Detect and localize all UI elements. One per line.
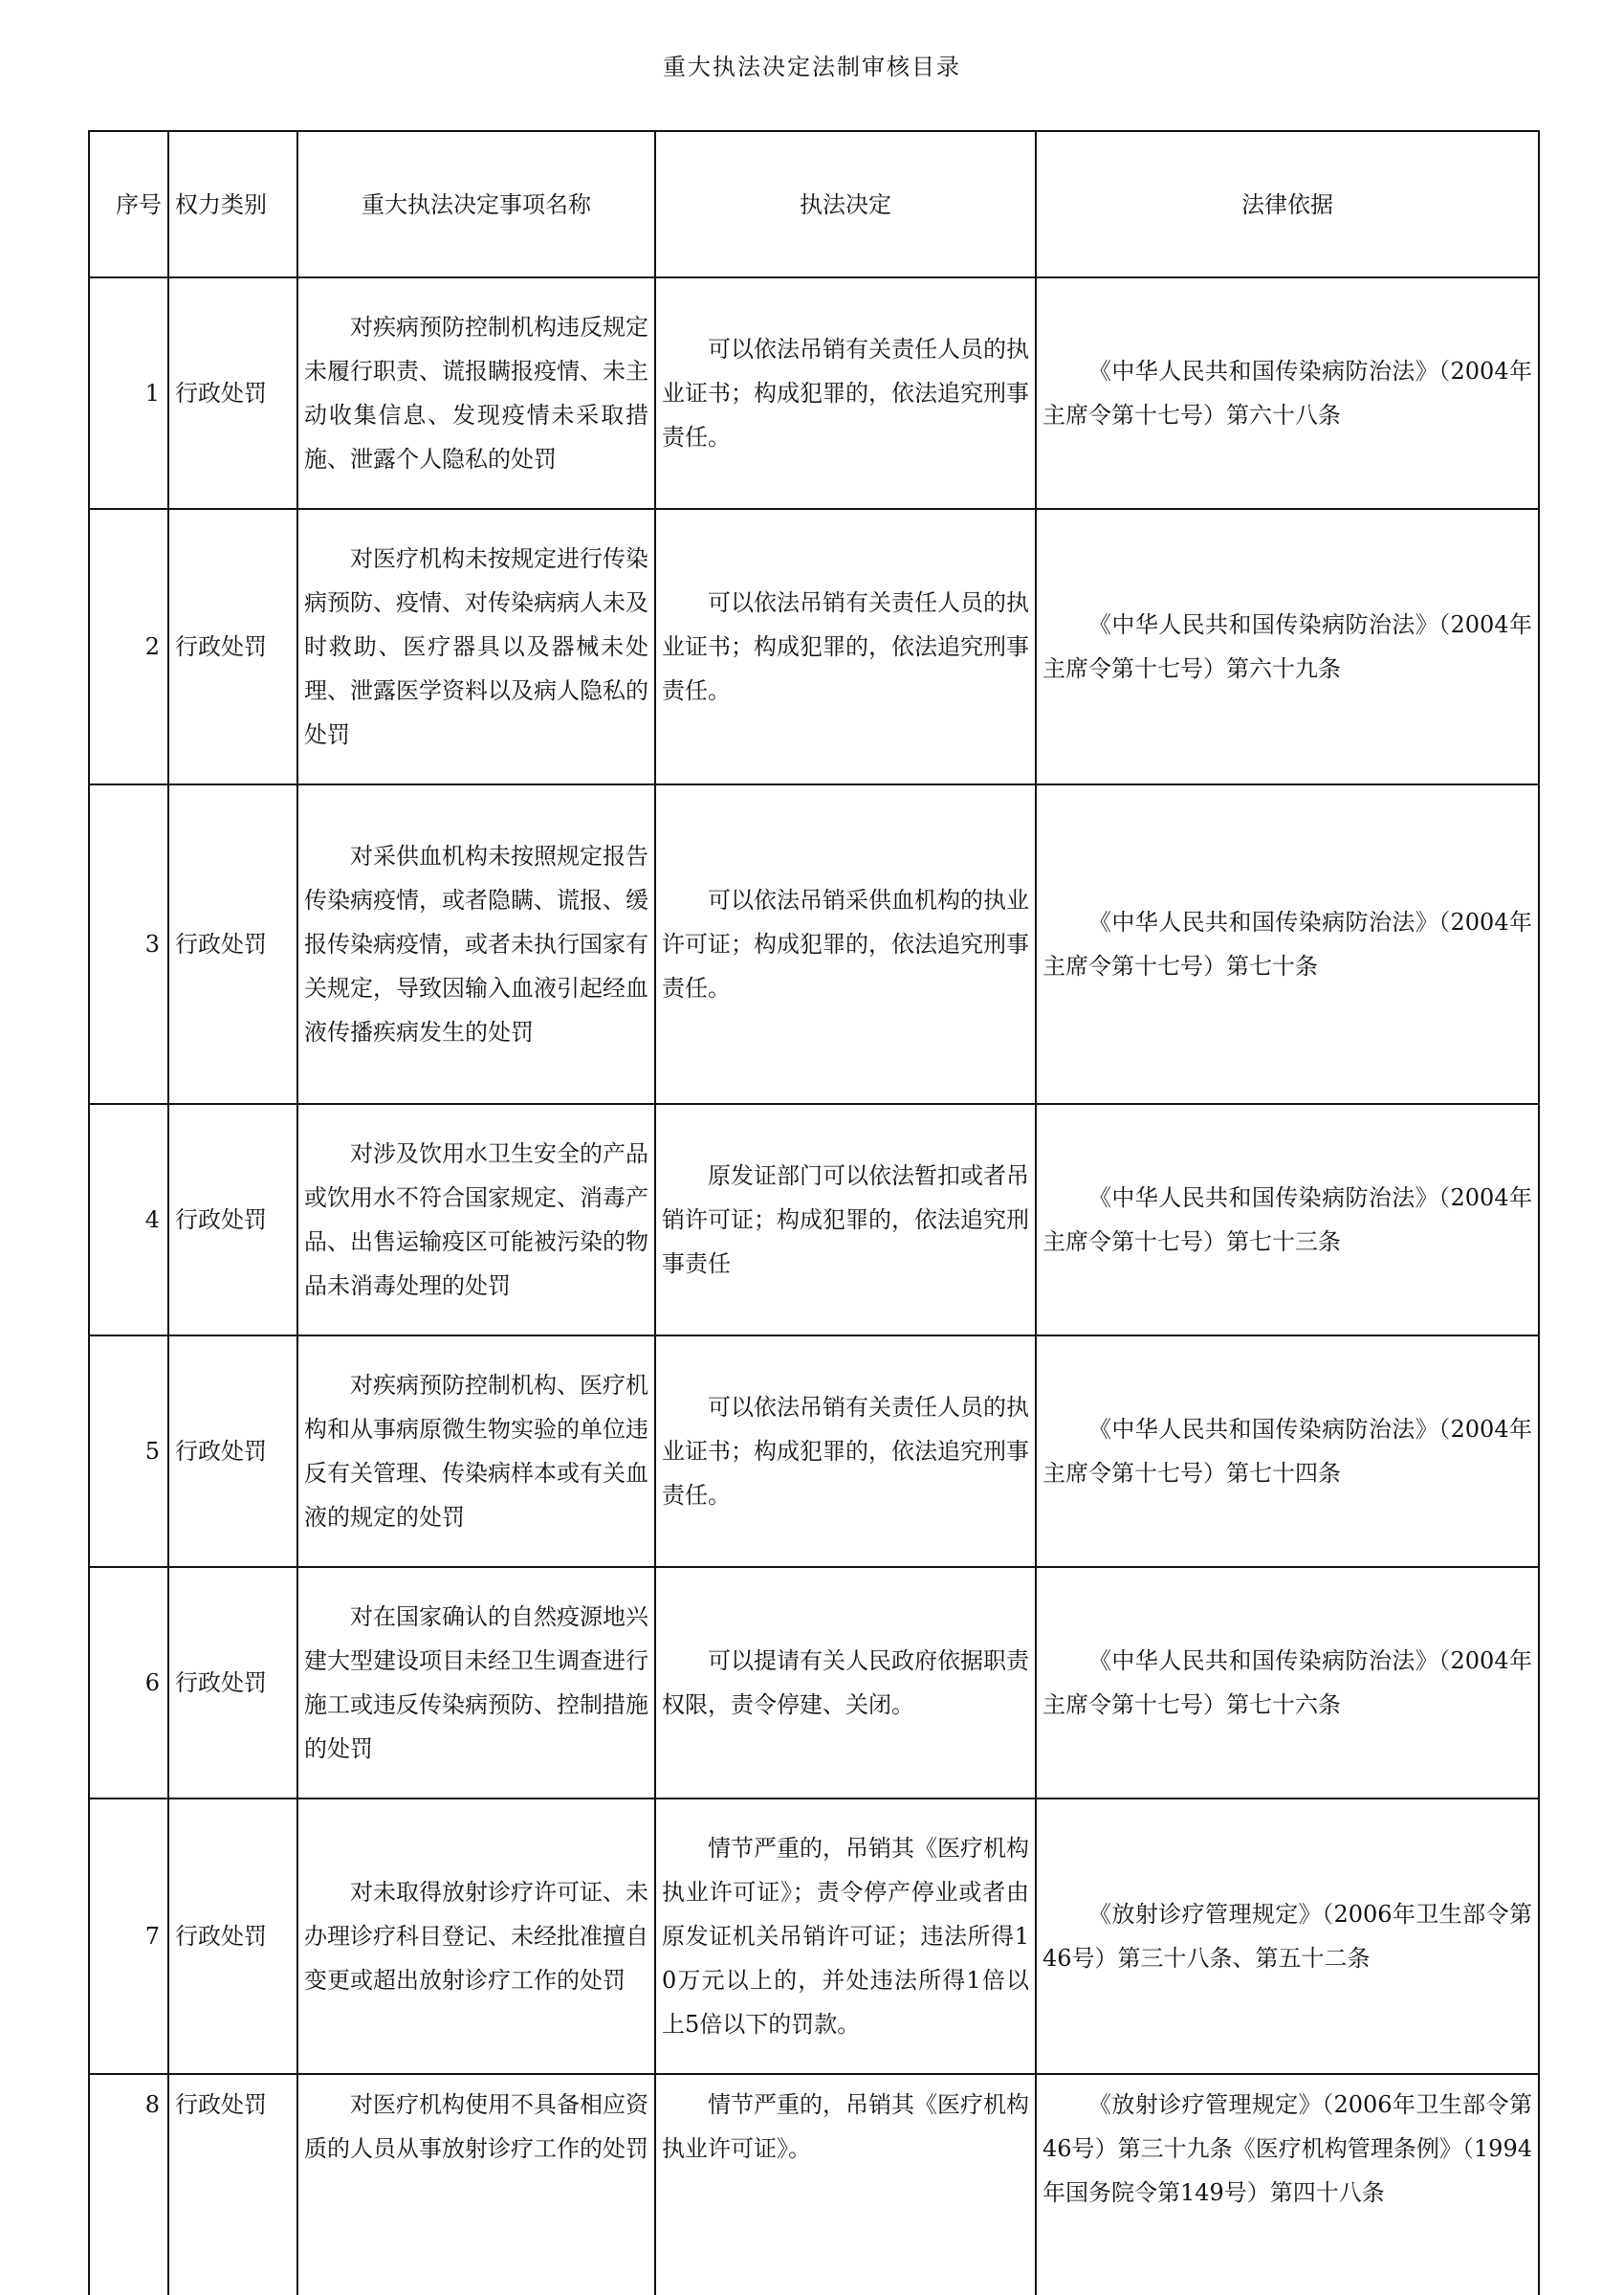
row-name: 对医疗机构未按规定进行传染病预防、疫情、对传染病病人未及时救助、医疗器具以及器械未处理、泄露医学资料以及病人隐私的处罚: [297, 509, 655, 784]
row-seq: 2: [90, 509, 168, 784]
header-law: 法律依据: [1036, 132, 1538, 277]
row-type: 行政处罚: [168, 1335, 297, 1567]
row-seq: 8: [90, 2074, 168, 2295]
table-row: [90, 509, 1538, 784]
row-law: 《中华人民共和国传染病防治法》（2004年主席令第十七号）第七十六条: [1036, 1567, 1538, 1798]
row-seq: 1: [90, 277, 168, 509]
table-row: [90, 2074, 1538, 2295]
header-seq: 序号: [90, 132, 168, 277]
row-decision: 可以依法吊销有关责任人员的执业证书；构成犯罪的，依法追究刑事责任。: [655, 509, 1036, 784]
row-type: 行政处罚: [168, 277, 297, 509]
table-row: [90, 1567, 1538, 1798]
row-decision: 情节严重的，吊销其《医疗机构执业许可证》；责令停产停业或者由原发证机关吊销许可证；违法所得10万元以上的，并处违法所得1倍以上5倍以下的罚款。: [655, 1798, 1036, 2074]
row-type: 行政处罚: [168, 2074, 297, 2295]
row-decision: 可以依法吊销有关责任人员的执业证书；构成犯罪的，依法追究刑事责任。: [655, 277, 1036, 509]
row-seq: 4: [90, 1104, 168, 1335]
row-seq: 6: [90, 1567, 168, 1798]
row-name: 对疾病预防控制机构、医疗机构和从事病原微生物实验的单位违反有关管理、传染病样本或有关血液的规定的处罚: [297, 1335, 655, 1567]
row-name: 对采供血机构未按照规定报告传染病疫情，或者隐瞒、谎报、缓报传染病疫情，或者未执行国家有关规定，导致因输入血液引起经血液传播疾病发生的处罚: [297, 784, 655, 1104]
header-decision: 执法决定: [655, 132, 1036, 277]
row-type: 行政处罚: [168, 509, 297, 784]
row-name: 对疾病预防控制机构违反规定未履行职责、谎报瞒报疫情、未主动收集信息、发现疫情未采取措施、泄露个人隐私的处罚: [297, 277, 655, 509]
table-row: [90, 277, 1538, 509]
row-law: 《放射诊疗管理规定》（2006年卫生部令第46号）第三十八条、第五十二条: [1036, 1798, 1538, 2074]
table-header-row: [90, 132, 1538, 277]
row-name: 对涉及饮用水卫生安全的产品或饮用水不符合国家规定、消毒产品、出售运输疫区可能被污染的物品未消毒处理的处罚: [297, 1104, 655, 1335]
row-decision: 可以提请有关人民政府依据职责权限，责令停建、关闭。: [655, 1567, 1036, 1798]
row-decision: 原发证部门可以依法暂扣或者吊销许可证；构成犯罪的，依法追究刑事责任: [655, 1104, 1036, 1335]
row-name: 对在国家确认的自然疫源地兴建大型建设项目未经卫生调查进行施工或违反传染病预防、控制措施的处罚: [297, 1567, 655, 1798]
row-seq: 5: [90, 1335, 168, 1567]
row-decision: 情节严重的，吊销其《医疗机构执业许可证》。: [655, 2074, 1036, 2295]
row-type: 行政处罚: [168, 784, 297, 1104]
row-law: 《中华人民共和国传染病防治法》（2004年主席令第十七号）第六十八条: [1036, 277, 1538, 509]
table-row: [90, 1798, 1538, 2074]
row-law: 《中华人民共和国传染病防治法》（2004年主席令第十七号）第七十三条: [1036, 1104, 1538, 1335]
row-name: 对医疗机构使用不具备相应资质的人员从事放射诊疗工作的处罚: [297, 2074, 655, 2295]
row-law: 《放射诊疗管理规定》（2006年卫生部令第46号）第三十九条《医疗机构管理条例》（1994年国务院令第149号）第四十八条: [1036, 2074, 1538, 2295]
table-row: [90, 1104, 1538, 1335]
row-decision: 可以依法吊销有关责任人员的执业证书；构成犯罪的，依法追究刑事责任。: [655, 1335, 1036, 1567]
header-type: 权力类别: [168, 132, 297, 277]
row-law: 《中华人民共和国传染病防治法》（2004年主席令第十七号）第七十条: [1036, 784, 1538, 1104]
row-decision: 可以依法吊销采供血机构的执业许可证；构成犯罪的，依法追究刑事责任。: [655, 784, 1036, 1104]
table-row: [90, 784, 1538, 1104]
row-law: 《中华人民共和国传染病防治法》（2004年主席令第十七号）第六十九条: [1036, 509, 1538, 784]
row-seq: 7: [90, 1798, 168, 2074]
table-row: [90, 1335, 1538, 1567]
directory-table: [88, 130, 1540, 2295]
row-type: 行政处罚: [168, 1798, 297, 2074]
row-type: 行政处罚: [168, 1104, 297, 1335]
row-type: 行政处罚: [168, 1567, 297, 1798]
row-seq: 3: [90, 784, 168, 1104]
header-name: 重大执法决定事项名称: [297, 132, 655, 277]
row-name: 对未取得放射诊疗许可证、未办理诊疗科目登记、未经批准擅自变更或超出放射诊疗工作的处罚: [297, 1798, 655, 2074]
page-title: 重大执法决定法制审核目录: [663, 54, 961, 80]
row-law: 《中华人民共和国传染病防治法》（2004年主席令第十七号）第七十四条: [1036, 1335, 1538, 1567]
